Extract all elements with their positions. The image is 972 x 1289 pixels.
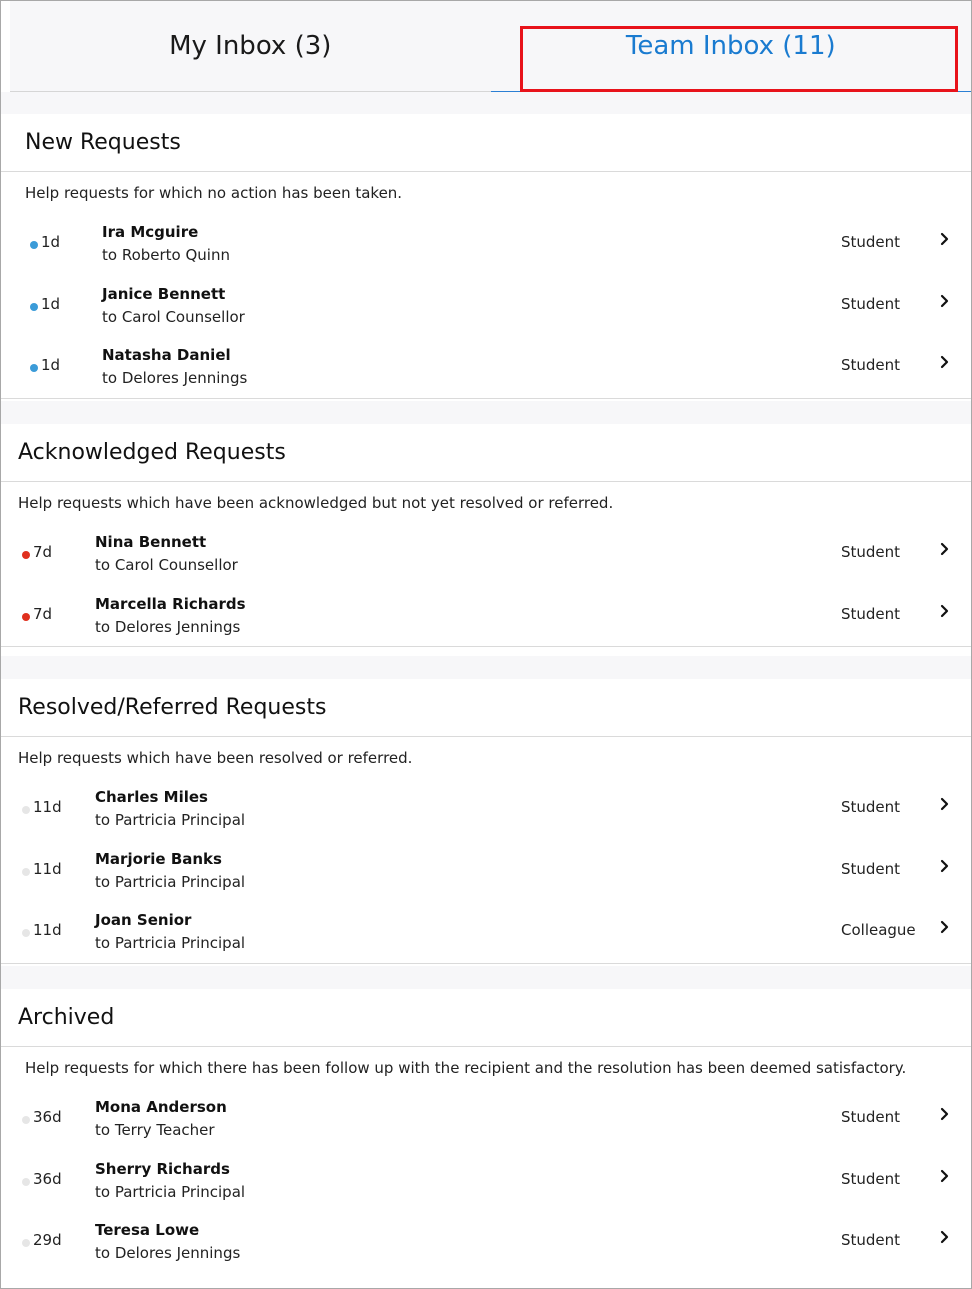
request-row[interactable] <box>1 1088 971 1150</box>
status-dot <box>22 1116 30 1124</box>
section-spacer <box>1 401 971 424</box>
section-archived <box>1 989 971 1273</box>
requester-name: Charles Miles <box>95 788 208 806</box>
requester-name: Marcella Richards <box>95 594 246 613</box>
request-row[interactable] <box>1 840 971 902</box>
section-description: Help requests which have been resolved or referred. <box>18 748 413 767</box>
chevron-right-icon[interactable] <box>937 354 953 370</box>
section-description: Help requests for which no action has been taken. <box>25 183 403 202</box>
request-list <box>1 213 971 398</box>
request-age: 11d <box>33 859 62 878</box>
requester-name: Marjorie Banks <box>95 849 222 868</box>
request-age: 7d <box>33 604 53 623</box>
section-spacer <box>1 966 971 989</box>
request-row[interactable] <box>1 336 971 398</box>
recipient-name: to Carol Counsellor <box>95 556 238 574</box>
chevron-right-icon[interactable] <box>937 293 953 309</box>
tab-my-inbox[interactable]: My Inbox (3) <box>10 1 491 92</box>
requester-role: Student <box>841 859 901 878</box>
chevron-right-icon[interactable] <box>937 231 953 247</box>
request-age: 36d <box>33 1108 62 1126</box>
requester-role: Student <box>841 1169 901 1188</box>
request-row[interactable] <box>1 585 971 647</box>
section-spacer <box>1 656 971 679</box>
requester-role: Student <box>841 294 901 313</box>
request-age: 11d <box>33 921 62 939</box>
requester-name: Ira Mcguire <box>102 223 199 241</box>
recipient-name: to Carol Counsellor <box>102 307 245 326</box>
status-dot <box>22 806 30 814</box>
request-age: 7d <box>33 543 53 561</box>
status-dot <box>30 364 38 372</box>
requester-name: Sherry Richards <box>95 1159 230 1178</box>
status-dot <box>22 1178 30 1186</box>
chevron-right-icon[interactable] <box>937 1168 953 1184</box>
chevron-right-icon[interactable] <box>937 1106 953 1122</box>
chevron-right-icon[interactable] <box>937 858 953 874</box>
request-age: 1d <box>41 294 61 313</box>
tab-team-inbox[interactable]: Team Inbox (11) <box>491 1 972 92</box>
status-dot <box>30 241 38 249</box>
requester-name: Nina Bennett <box>95 533 207 551</box>
chevron-right-icon[interactable] <box>937 541 953 557</box>
recipient-name: to Delores Jennings <box>102 369 248 387</box>
request-row[interactable] <box>1 275 971 337</box>
request-row[interactable] <box>1 778 971 840</box>
request-row[interactable] <box>1 1150 971 1212</box>
request-row[interactable] <box>1 901 971 963</box>
status-dot <box>22 929 30 937</box>
recipient-name: to Delores Jennings <box>95 1244 241 1262</box>
status-dot <box>30 303 38 311</box>
section-title: Archived <box>1 989 971 1047</box>
chevron-right-icon[interactable] <box>937 1229 953 1245</box>
recipient-name: to Partricia Principal <box>95 1182 246 1201</box>
section-title: New Requests <box>1 114 971 172</box>
request-list <box>1 523 971 646</box>
status-dot <box>22 1239 30 1247</box>
recipient-name: to Partricia Principal <box>95 811 246 829</box>
recipient-name: to Delores Jennings <box>95 617 241 636</box>
requester-name: Natasha Daniel <box>102 346 231 364</box>
requester-name: Janice Bennett <box>102 284 226 303</box>
request-age: 1d <box>41 356 61 374</box>
chevron-right-icon[interactable] <box>937 603 953 619</box>
section-title: Resolved/Referred Requests <box>1 679 971 737</box>
request-list <box>1 1088 971 1273</box>
section-description: Help requests which have been acknowledged but not yet resolved or referred. <box>18 493 614 512</box>
chevron-right-icon[interactable] <box>937 919 953 935</box>
status-dot <box>22 613 30 621</box>
section-title: Acknowledged Requests <box>1 424 971 482</box>
requester-name: Teresa Lowe <box>95 1221 200 1239</box>
section-acknowledged-requests <box>1 424 971 647</box>
requester-role: Student <box>841 604 901 623</box>
request-age: 11d <box>33 798 62 816</box>
requester-role: Colleague <box>841 921 916 939</box>
requester-role: Student <box>841 798 901 816</box>
section-new-requests <box>1 114 971 399</box>
recipient-name: to Roberto Quinn <box>102 246 230 264</box>
requester-role: Student <box>841 356 901 374</box>
request-row[interactable] <box>1 213 971 275</box>
status-dot <box>22 868 30 876</box>
request-list <box>1 778 971 963</box>
section-description: Help requests for which there has been follow up with the recipient and the resolution has been deemed satisfactory. <box>25 1058 907 1077</box>
requester-role: Student <box>841 1231 901 1249</box>
status-dot <box>22 551 30 559</box>
inbox-tab-bar <box>10 1 971 92</box>
recipient-name: to Partricia Principal <box>95 934 246 952</box>
chevron-right-icon[interactable] <box>937 796 953 812</box>
requester-role: Student <box>841 1108 901 1126</box>
request-row[interactable] <box>1 1211 971 1273</box>
recipient-name: to Terry Teacher <box>95 1121 215 1139</box>
requester-role: Student <box>841 543 901 561</box>
requester-name: Mona Anderson <box>95 1098 227 1116</box>
request-row[interactable] <box>1 523 971 585</box>
requester-role: Student <box>841 233 901 251</box>
request-age: 36d <box>33 1169 62 1188</box>
request-age: 1d <box>41 233 61 251</box>
section-spacer <box>1 92 971 114</box>
section-resolved-referred-requests <box>1 679 971 964</box>
recipient-name: to Partricia Principal <box>95 872 246 891</box>
request-age: 29d <box>33 1231 62 1249</box>
requester-name: Joan Senior <box>95 911 192 929</box>
